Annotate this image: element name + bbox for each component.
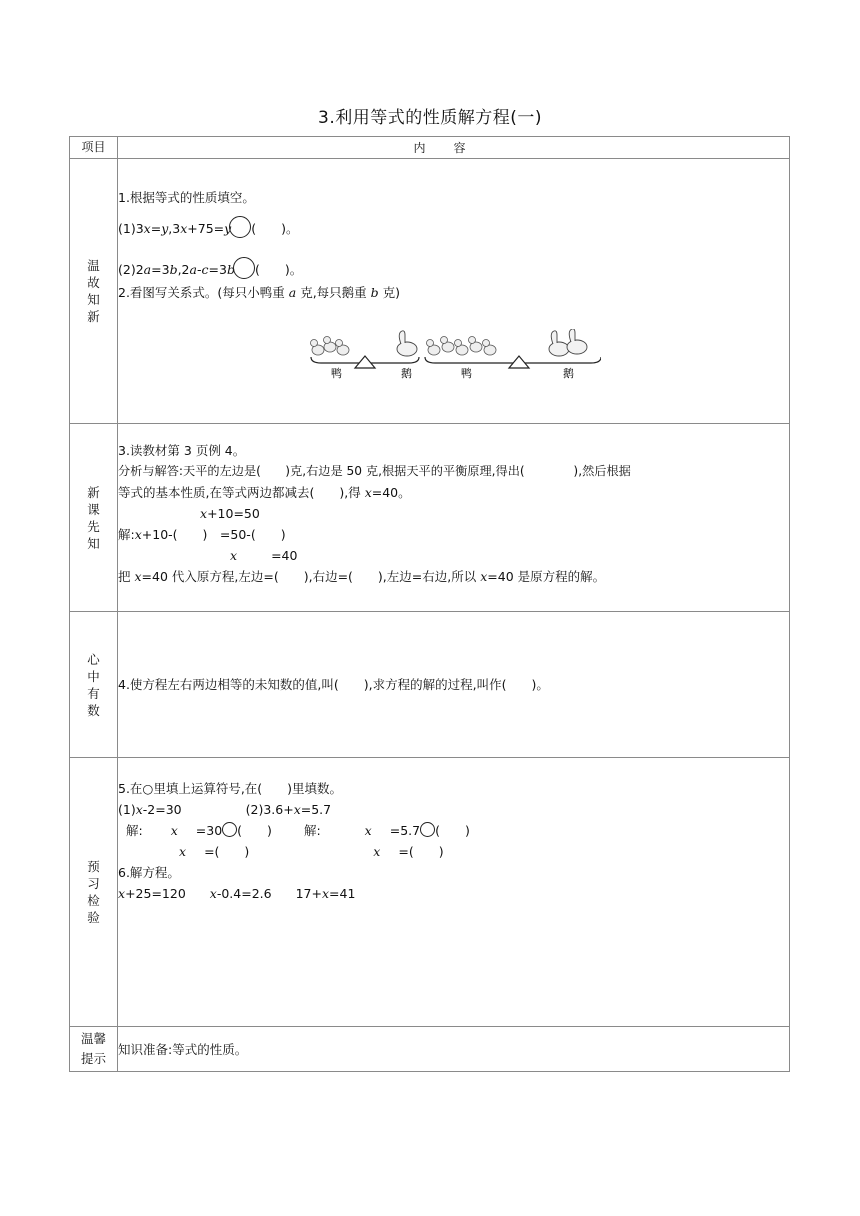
operator-circle[interactable] [233, 257, 255, 279]
section-label-tips: 温馨 提示 [70, 1027, 118, 1072]
section-label-heart: 心 中 有 数 [70, 612, 118, 758]
section-review [70, 159, 790, 424]
scale-label-duck-left: 鸭 [331, 367, 342, 379]
scale-label-goose-left: 鹅 [401, 367, 412, 379]
balance-figure [301, 329, 601, 382]
page-title: 3.利用等式的性质解方程(一) [318, 108, 542, 128]
ducklings-right [427, 337, 497, 356]
section-heart [70, 612, 790, 758]
question-4: 4.使方程左右两边相等的未知数的值,叫( ),求方程的解的过程,叫作( )。 [118, 677, 549, 692]
section-content-tips [118, 1027, 790, 1072]
header-row [70, 137, 790, 159]
question-6: 6.解方程。 [118, 865, 180, 880]
header-content: 内容 [118, 137, 790, 159]
solution-line-2: x =40 [230, 548, 298, 563]
ducklings-left [311, 337, 350, 356]
analysis-line-2: 等式的基本性质,在等式两边都减去( ),得 x=40。 [118, 485, 411, 500]
solution-line-1: 解:x+10-( ) =50-( ) [118, 527, 286, 542]
worksheet-table [69, 136, 790, 1072]
left-fulcrum [355, 356, 375, 368]
question-1-2: (2)2a=3b,2a-c=3b ( )。 [118, 257, 789, 280]
section-content-review [118, 159, 790, 424]
right-beam [425, 357, 601, 363]
scale-label-goose-right: 鹅 [563, 367, 574, 379]
practice-row-1: (1)x-2=30 (2)3.6+x=5.7 [118, 802, 332, 817]
section-content-practice [118, 758, 790, 1027]
section-label-practice: 预 习 检 验 [70, 758, 118, 1027]
scale-label-duck-right: 鸭 [461, 367, 472, 379]
verify-line: 把 x=40 代入原方程,左边=( ),右边=( ),左边=右边,所以 x=40 是原方程的解。 [118, 569, 606, 584]
geese-right-scale [549, 329, 587, 356]
question-3: 3.读教材第 3 页例 4。 [118, 443, 246, 458]
section-label-preview: 新 课 先 知 [70, 424, 118, 612]
practice-row-3: x =( ) x =( ) [179, 844, 444, 859]
section-label-review: 温 故 知 新 [70, 159, 118, 424]
practice-row-2: 解: x =30 ( ) 解: x =5.7 ( ) [126, 823, 470, 838]
question-1-1: (1)3x=y,3x+75=y ( )。 [118, 216, 789, 239]
section-practice [70, 758, 790, 1027]
section-content-preview [118, 424, 790, 612]
question-5: 5.在○里填上运算符号,在( )里填数。 [118, 781, 343, 796]
header-item: 项目 [70, 137, 118, 159]
equation-line: x+10=50 [200, 506, 260, 521]
section-content-heart [118, 612, 790, 758]
equations-row: x+25=120 x-0.4=2.6 17+x=41 [118, 886, 356, 901]
question-1: 1.根据等式的性质填空。 [118, 190, 255, 205]
question-2: 2.看图写关系式。(每只小鸭重 a 克,每只鹅重 b 克) [118, 285, 401, 300]
section-preview [70, 424, 790, 612]
goose-left-scale [397, 331, 417, 356]
section-tips [70, 1027, 790, 1072]
right-fulcrum [509, 356, 529, 368]
operator-circle[interactable] [222, 822, 237, 837]
balance-scale-illustration [301, 329, 601, 379]
operator-circle[interactable] [229, 216, 251, 238]
analysis-line-1: 分析与解答:天平的左边是( )克,右边是 50 克,根据天平的平衡原理,得出( ),然后根据 [118, 464, 631, 478]
operator-circle[interactable] [420, 822, 435, 837]
tips-text: 知识准备:等式的性质。 [118, 1041, 248, 1057]
